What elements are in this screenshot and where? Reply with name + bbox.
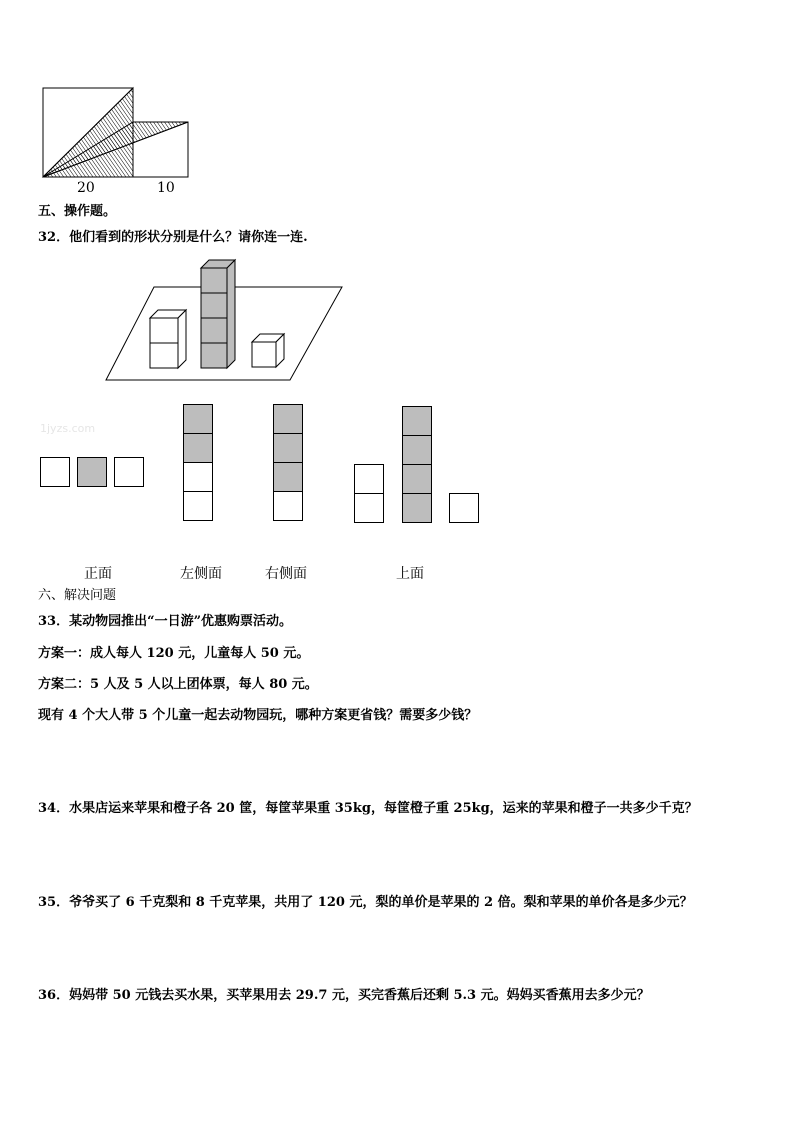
view-c-right-square: [449, 493, 479, 523]
view-c-left-square-2: [354, 493, 384, 523]
cube-stack-middle: [199, 258, 249, 373]
view-c-mid-square-4: [402, 493, 432, 523]
hatched-triangle-figure: [40, 86, 240, 186]
front-view-square-2: [77, 457, 107, 487]
view-a-square-2: [183, 433, 213, 463]
cube-single-right: [250, 332, 295, 377]
section-6-title: 六、解决问题: [38, 588, 117, 603]
question-33-plan-1: 方案一：成人每人 120 元，儿童每人 50 元。: [38, 646, 310, 661]
view-c-mid-square-1: [402, 406, 432, 436]
view-c-mid-square-2: [402, 435, 432, 465]
question-34-text: 34．水果店运来苹果和橙子各 20 筐，每筐苹果重 35kg，每筐橙子重 25kg，运来的苹果和橙子一共多少千克？: [38, 801, 698, 816]
question-33-question: 现有 4 个大人带 5 个儿童一起去动物园玩，哪种方案更省钱？需要多少钱？: [38, 708, 478, 723]
watermark: 1jyzs.com: [40, 422, 96, 435]
section-5-title: 五、操作题。: [38, 204, 117, 219]
view-c-left-square-1: [354, 464, 384, 494]
view-b-square-3: [273, 462, 303, 492]
front-view-square-3: [114, 457, 144, 487]
view-a-square-3: [183, 462, 213, 492]
cube-stack-left: [148, 308, 198, 378]
question-35-text: 35．爷爷买了 6 千克梨和 8 千克苹果，共用了 120 元，梨的单价是苹果的 2 倍。梨和苹果的单价各是多少元？: [38, 895, 693, 910]
question-36-text: 36．妈妈带 50 元钱去买水果，买苹果用去 29.7 元，买完香蕉后还剩 5.3 元。妈妈买香蕉用去多少元？: [38, 988, 650, 1003]
question-33-plan-2: 方案二：5 人及 5 人以上团体票，每人 80 元。: [38, 677, 318, 692]
view-b-square-1: [273, 404, 303, 434]
label-20: 20: [77, 180, 95, 196]
view-b-square-2: [273, 433, 303, 463]
label-top-view: 上面: [396, 566, 424, 582]
label-front-view: 正面: [84, 566, 112, 582]
label-left-view: 左侧面: [180, 566, 222, 582]
question-33-intro: 33．某动物园推出“一日游”优惠购票活动。: [38, 614, 293, 629]
view-c-mid-square-3: [402, 464, 432, 494]
view-b-square-4: [273, 491, 303, 521]
label-right-view: 右侧面: [265, 566, 307, 582]
view-a-square-4: [183, 491, 213, 521]
question-32-text: 32．他们看到的形状分别是什么？请你连一连.: [38, 230, 308, 245]
label-10: 10: [157, 180, 175, 196]
front-view-square-1: [40, 457, 70, 487]
view-a-square-1: [183, 404, 213, 434]
